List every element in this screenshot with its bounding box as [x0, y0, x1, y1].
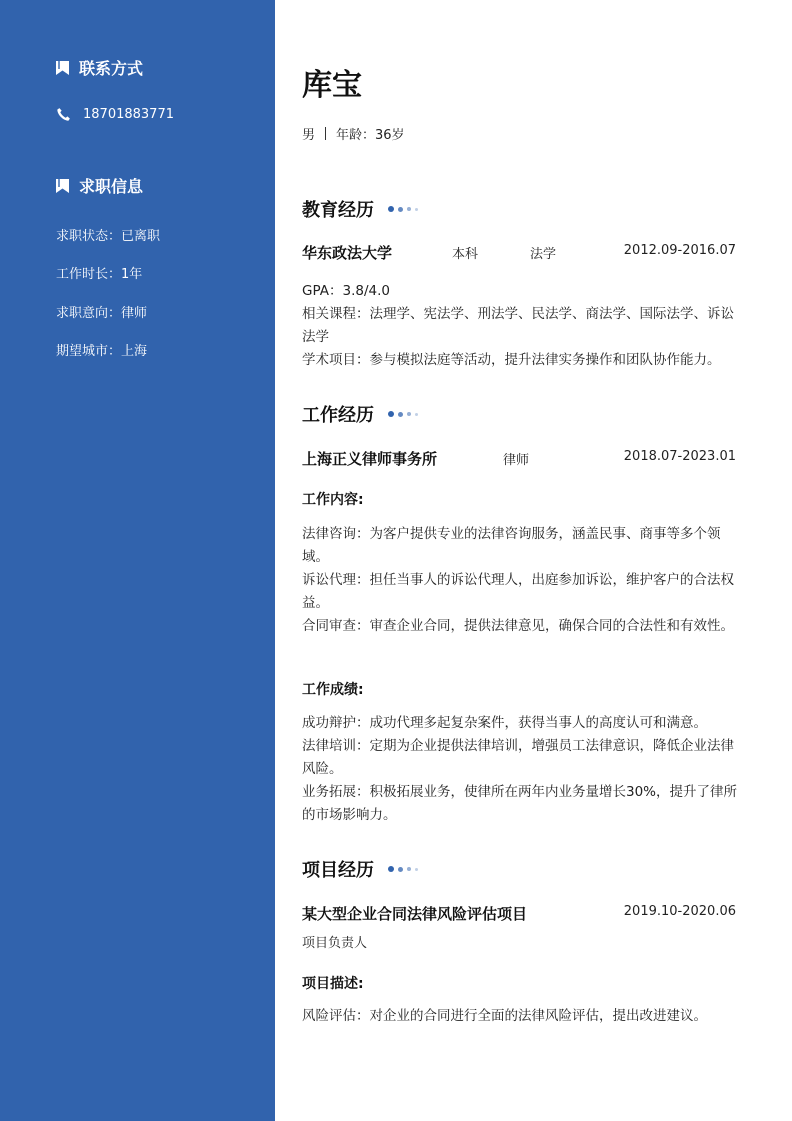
- job-status: 求职状态：已离职: [56, 229, 161, 244]
- phone-number: 18701883771: [83, 107, 174, 122]
- company-name: 上海正义律师事务所: [302, 450, 438, 468]
- school-name: 华东政法大学: [302, 244, 393, 262]
- achievement-item: 业务拓展：积极拓展业务，使律所在两年内业务量增长30%，提升了律所的市场影响力。: [302, 784, 738, 823]
- work-title: 工作经历: [302, 405, 374, 426]
- job-intention: 求职意向：律师: [56, 306, 148, 321]
- contact-heading: [56, 56, 143, 79]
- major: 法学: [530, 247, 557, 262]
- content-item: 诉讼代理：担任当事人的诉讼代理人，出庭参加诉讼，维护客户的合法权益。: [302, 572, 734, 611]
- divider: [325, 127, 326, 140]
- dots-decoration: [388, 206, 422, 212]
- desc-item: 风险评估：对企业的合同进行全面的法律风险评估，提出改进建议。: [302, 1008, 707, 1024]
- degree: 本科: [452, 247, 479, 262]
- academic-project: 学术项目：参与模拟法庭等活动，提升法律实务操作和团队协作能力。: [302, 352, 721, 368]
- bookmark-icon: [56, 61, 69, 75]
- education-title: 教育经历: [302, 200, 374, 221]
- phone-row: [56, 107, 174, 122]
- contact-title: 联系方式: [79, 59, 144, 78]
- achievement-title: 工作成绩:: [302, 682, 364, 698]
- courses: 相关课程：法理学、宪法学、刑法学、民法学、商法学、国际法学、诉讼法学: [302, 306, 734, 345]
- age: 年龄：36岁: [336, 128, 405, 143]
- content-item: 法律咨询：为客户提供专业的法律咨询服务，涵盖民事、商事等多个领域。: [302, 526, 721, 565]
- project-desc-title: 项目描述:: [302, 976, 364, 992]
- project-role: 项目负责人: [302, 936, 368, 951]
- bookmark-icon: [56, 179, 69, 193]
- content-item: 合同审查：审查企业合同，提供法律意见，确保合同的合法性和有效性。: [302, 618, 734, 634]
- education-heading: [302, 196, 422, 222]
- job-info-title: 求职信息: [79, 177, 144, 196]
- gender: 男: [302, 128, 316, 143]
- expected-city: 期望城市：上海: [56, 344, 148, 359]
- work-period: 2018.07-2023.01: [623, 449, 736, 464]
- work-heading: [302, 401, 422, 427]
- achievements: [302, 712, 738, 827]
- work-content-title: 工作内容:: [302, 492, 364, 508]
- candidate-name: 库宝: [302, 68, 362, 103]
- project-period: 2019.10-2020.06: [623, 904, 736, 919]
- basic-info: [302, 124, 405, 143]
- project-heading: [302, 856, 422, 882]
- sidebar: [0, 0, 275, 1121]
- education-details: [302, 280, 738, 372]
- project-description: [302, 1005, 738, 1028]
- education-period: 2012.09-2016.07: [623, 243, 736, 258]
- dots-decoration: [388, 411, 422, 417]
- project-title: 项目经历: [302, 860, 374, 881]
- project-name: 某大型企业合同法律风险评估项目: [302, 905, 528, 923]
- achievement-item: 成功辩护：成功代理多起复杂案件，获得当事人的高度认可和满意。: [302, 715, 707, 731]
- gpa: GPA：3.8/4.0: [302, 283, 390, 299]
- phone-icon: [56, 107, 71, 122]
- work-duration: 工作时长：1年: [56, 267, 143, 282]
- achievement-item: 法律培训：定期为企业提供法律培训，增强员工法律意识，降低企业法律风险。: [302, 738, 734, 777]
- position: 律师: [503, 453, 530, 468]
- dots-decoration: [388, 866, 422, 872]
- job-info-heading: [56, 174, 143, 197]
- work-content: [302, 523, 738, 638]
